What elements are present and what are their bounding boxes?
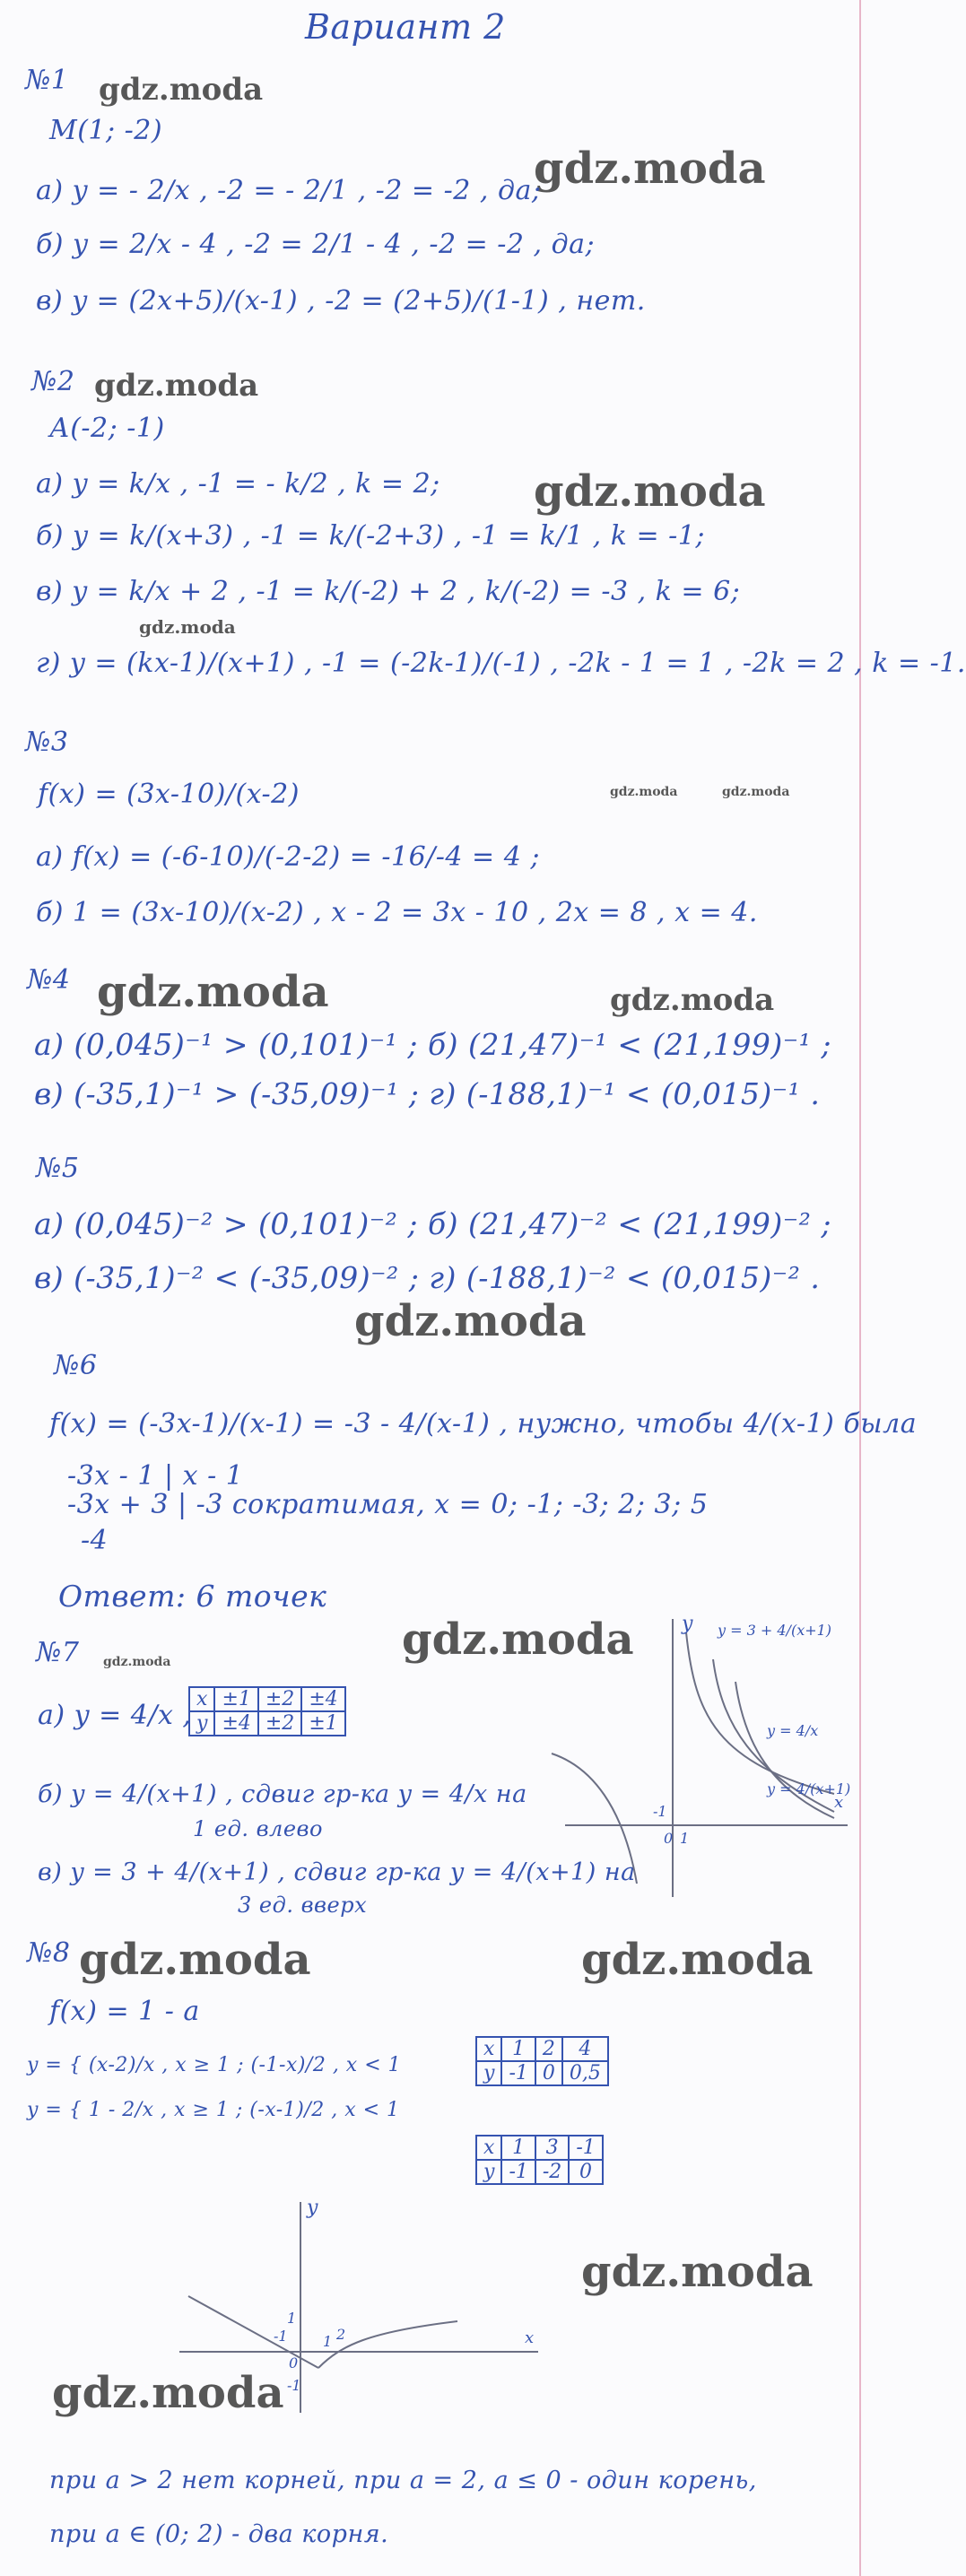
table-cell: ±2	[258, 1711, 301, 1736]
hyperbola-graph	[538, 1610, 852, 1906]
table-cell: 0	[569, 2160, 602, 2184]
task-line: М(1; -2)	[49, 115, 163, 146]
graph-label: 1	[287, 2310, 297, 2327]
watermark: gdz.moda	[103, 1655, 171, 1669]
conclusion-line: при a ∈ (0; 2) - два корня.	[49, 2520, 389, 2548]
watermark: gdz.moda	[52, 2368, 284, 2418]
graph-label: -1	[287, 2377, 301, 2394]
task-number: №3	[25, 727, 69, 758]
table-cell: 1	[501, 2136, 535, 2160]
task-line: а) f(x) = (-6-10)/(-2-2) = -16/-4 = 4 ;	[36, 841, 540, 873]
watermark: gdz.moda	[139, 616, 236, 638]
watermark: gdz.moda	[79, 1935, 311, 1985]
graph-label: y = 3 + 4/(x+1)	[718, 1622, 832, 1639]
watermark: gdz.moda	[97, 967, 329, 1017]
table-cell: 1	[501, 2037, 535, 2061]
watermark: gdz.moda	[99, 72, 264, 108]
table-cell: 2	[535, 2037, 562, 2061]
values-table	[475, 2036, 609, 2086]
table-cell: -1	[569, 2136, 602, 2160]
table-cell: -1	[501, 2061, 535, 2085]
watermark: gdz.moda	[581, 2247, 814, 2297]
task-line: б) y = 2/x - 4 , -2 = 2/1 - 4 , -2 = -2 , да;	[36, 229, 596, 260]
task-number: №8	[27, 1937, 71, 1969]
graph-label: y	[682, 1613, 693, 1635]
table-cell: -1	[501, 2160, 535, 2184]
watermark: gdz.moda	[534, 466, 766, 517]
task-line: в) y = (2x+5)/(x-1) , -2 = (2+5)/(1-1) , нет.	[36, 285, 646, 317]
task-line: а) y = 4/x ,	[38, 1700, 192, 1731]
watermark: gdz.moda	[581, 1935, 814, 1985]
task-line: y = { 1 - 2/x , x ≥ 1 ; (-x-1)/2 , x < 1	[27, 2099, 400, 2121]
watermark: gdz.moda	[534, 144, 766, 194]
table-cell: y	[476, 2160, 501, 2184]
task-line: а) (0,045)⁻² > (0,101)⁻² ; б) (21,47)⁻² < (21,199)⁻² ;	[34, 1206, 831, 1241]
graph-label: 2	[336, 2326, 346, 2343]
task-line: а) y = - 2/x , -2 = - 2/1 , -2 = -2 , да;	[36, 175, 542, 206]
task-number: №1	[25, 65, 69, 96]
watermark: gdz.moda	[722, 785, 790, 799]
task-line: 1 ед. влево	[193, 1816, 323, 1841]
task-number: №6	[54, 1350, 98, 1381]
task-line: г) y = (kx-1)/(x+1) , -1 = (-2k-1)/(-1) , -2k - 1 = 1 , -2k = 2 , k = -1.	[36, 648, 966, 679]
task-line: а) (0,045)⁻¹ > (0,101)⁻¹ ; б) (21,47)⁻¹ < (21,199)⁻¹ ;	[34, 1027, 831, 1062]
page-title: Вариант 2	[305, 7, 506, 47]
watermark: gdz.moda	[610, 785, 678, 799]
table-cell: -2	[535, 2160, 569, 2184]
table-cell: y	[189, 1711, 214, 1736]
watermark: gdz.moda	[402, 1614, 634, 1665]
graph-label: y = 4/x	[767, 1722, 819, 1739]
table-cell: ±4	[214, 1711, 257, 1736]
table-cell: x	[476, 2136, 501, 2160]
margin-line	[859, 0, 861, 2576]
task-line: в) y = k/x + 2 , -1 = k/(-2) + 2 , k/(-2) = -3 , k = 6;	[36, 576, 741, 607]
graph-label: x	[834, 1793, 844, 1812]
task-line: y = { (x-2)/x , x ≥ 1 ; (-1-x)/2 , x < 1	[27, 2054, 402, 2076]
table-cell: 0,5	[562, 2061, 608, 2085]
task-line: 3 ед. вверх	[238, 1893, 368, 1918]
table-cell: 0	[535, 2061, 562, 2085]
task-line: -3x + 3 | -3 сократимая, x = 0; -1; -3; 2; 3; 5	[67, 1489, 709, 1520]
task-line: б) 1 = (3x-10)/(x-2) , x - 2 = 3x - 10 , 2x = 8 , x = 4.	[36, 897, 758, 928]
values-table	[188, 1686, 346, 1736]
table-cell: ±1	[301, 1711, 344, 1736]
task-line: -3x - 1 | x - 1	[67, 1460, 244, 1492]
task-line: f(x) = (-3x-1)/(x-1) = -3 - 4/(x-1) , нужно, чтобы 4/(x-1) была	[49, 1408, 918, 1440]
table-cell: ±4	[301, 1687, 344, 1711]
conclusion-line: при a > 2 нет корней, при a = 2, a ≤ 0 - один корень,	[49, 2467, 757, 2494]
table-cell: x	[189, 1687, 214, 1711]
task-line: а) y = k/x , -1 = - k/2 , k = 2;	[36, 468, 440, 500]
task-number: №4	[27, 964, 71, 996]
task-line: в) (-35,1)⁻² < (-35,09)⁻² ; г) (-188,1)⁻² < (0,015)⁻² .	[34, 1260, 821, 1295]
task-number: №5	[36, 1153, 80, 1184]
task-line: б) y = k/(x+3) , -1 = k/(-2+3) , -1 = k/1 , k = -1;	[36, 520, 705, 552]
answer: Ответ: 6 точек	[58, 1579, 327, 1614]
graph-label: 1	[323, 2333, 333, 2350]
watermark: gdz.moda	[94, 368, 259, 404]
table-cell: y	[476, 2061, 501, 2085]
curve	[188, 2296, 318, 2368]
task-number: №2	[31, 366, 75, 397]
task-line: f(x) = 1 - a	[49, 1996, 200, 2027]
piecewise-graph	[161, 2189, 556, 2422]
graph-label: 0	[289, 2354, 299, 2371]
graph-label: 0	[664, 1830, 674, 1847]
task-line: в) y = 3 + 4/(x+1) , сдвиг гр-ка y = 4/(x+1) на	[38, 1858, 636, 1886]
graph-label: -1	[274, 2328, 288, 2345]
table-cell: 3	[535, 2136, 569, 2160]
table-cell: ±2	[258, 1687, 301, 1711]
graph-label: -1	[653, 1803, 667, 1820]
graph-label: x	[525, 2328, 535, 2347]
graph-label: y = 4/(x+1)	[767, 1780, 851, 1797]
task-line: f(x) = (3x-10)/(x-2)	[38, 779, 300, 810]
table-cell: 4	[562, 2037, 608, 2061]
task-line: А(-2; -1)	[49, 413, 165, 444]
table-cell: ±1	[214, 1687, 257, 1711]
values-table	[475, 2135, 604, 2185]
watermark: gdz.moda	[610, 982, 775, 1018]
table-cell: x	[476, 2037, 501, 2061]
task-line: в) (-35,1)⁻¹ > (-35,09)⁻¹ ; г) (-188,1)⁻¹ < (0,015)⁻¹ .	[34, 1076, 821, 1111]
curve	[686, 1632, 834, 1794]
task-line: -4	[81, 1525, 109, 1556]
curve	[552, 1754, 637, 1884]
watermark: gdz.moda	[354, 1296, 587, 1346]
graph-label: y	[307, 2197, 318, 2219]
graph-label: 1	[680, 1830, 690, 1847]
task-number: №7	[36, 1637, 80, 1668]
task-line: б) y = 4/(x+1) , сдвиг гр-ка y = 4/x на	[38, 1780, 527, 1808]
